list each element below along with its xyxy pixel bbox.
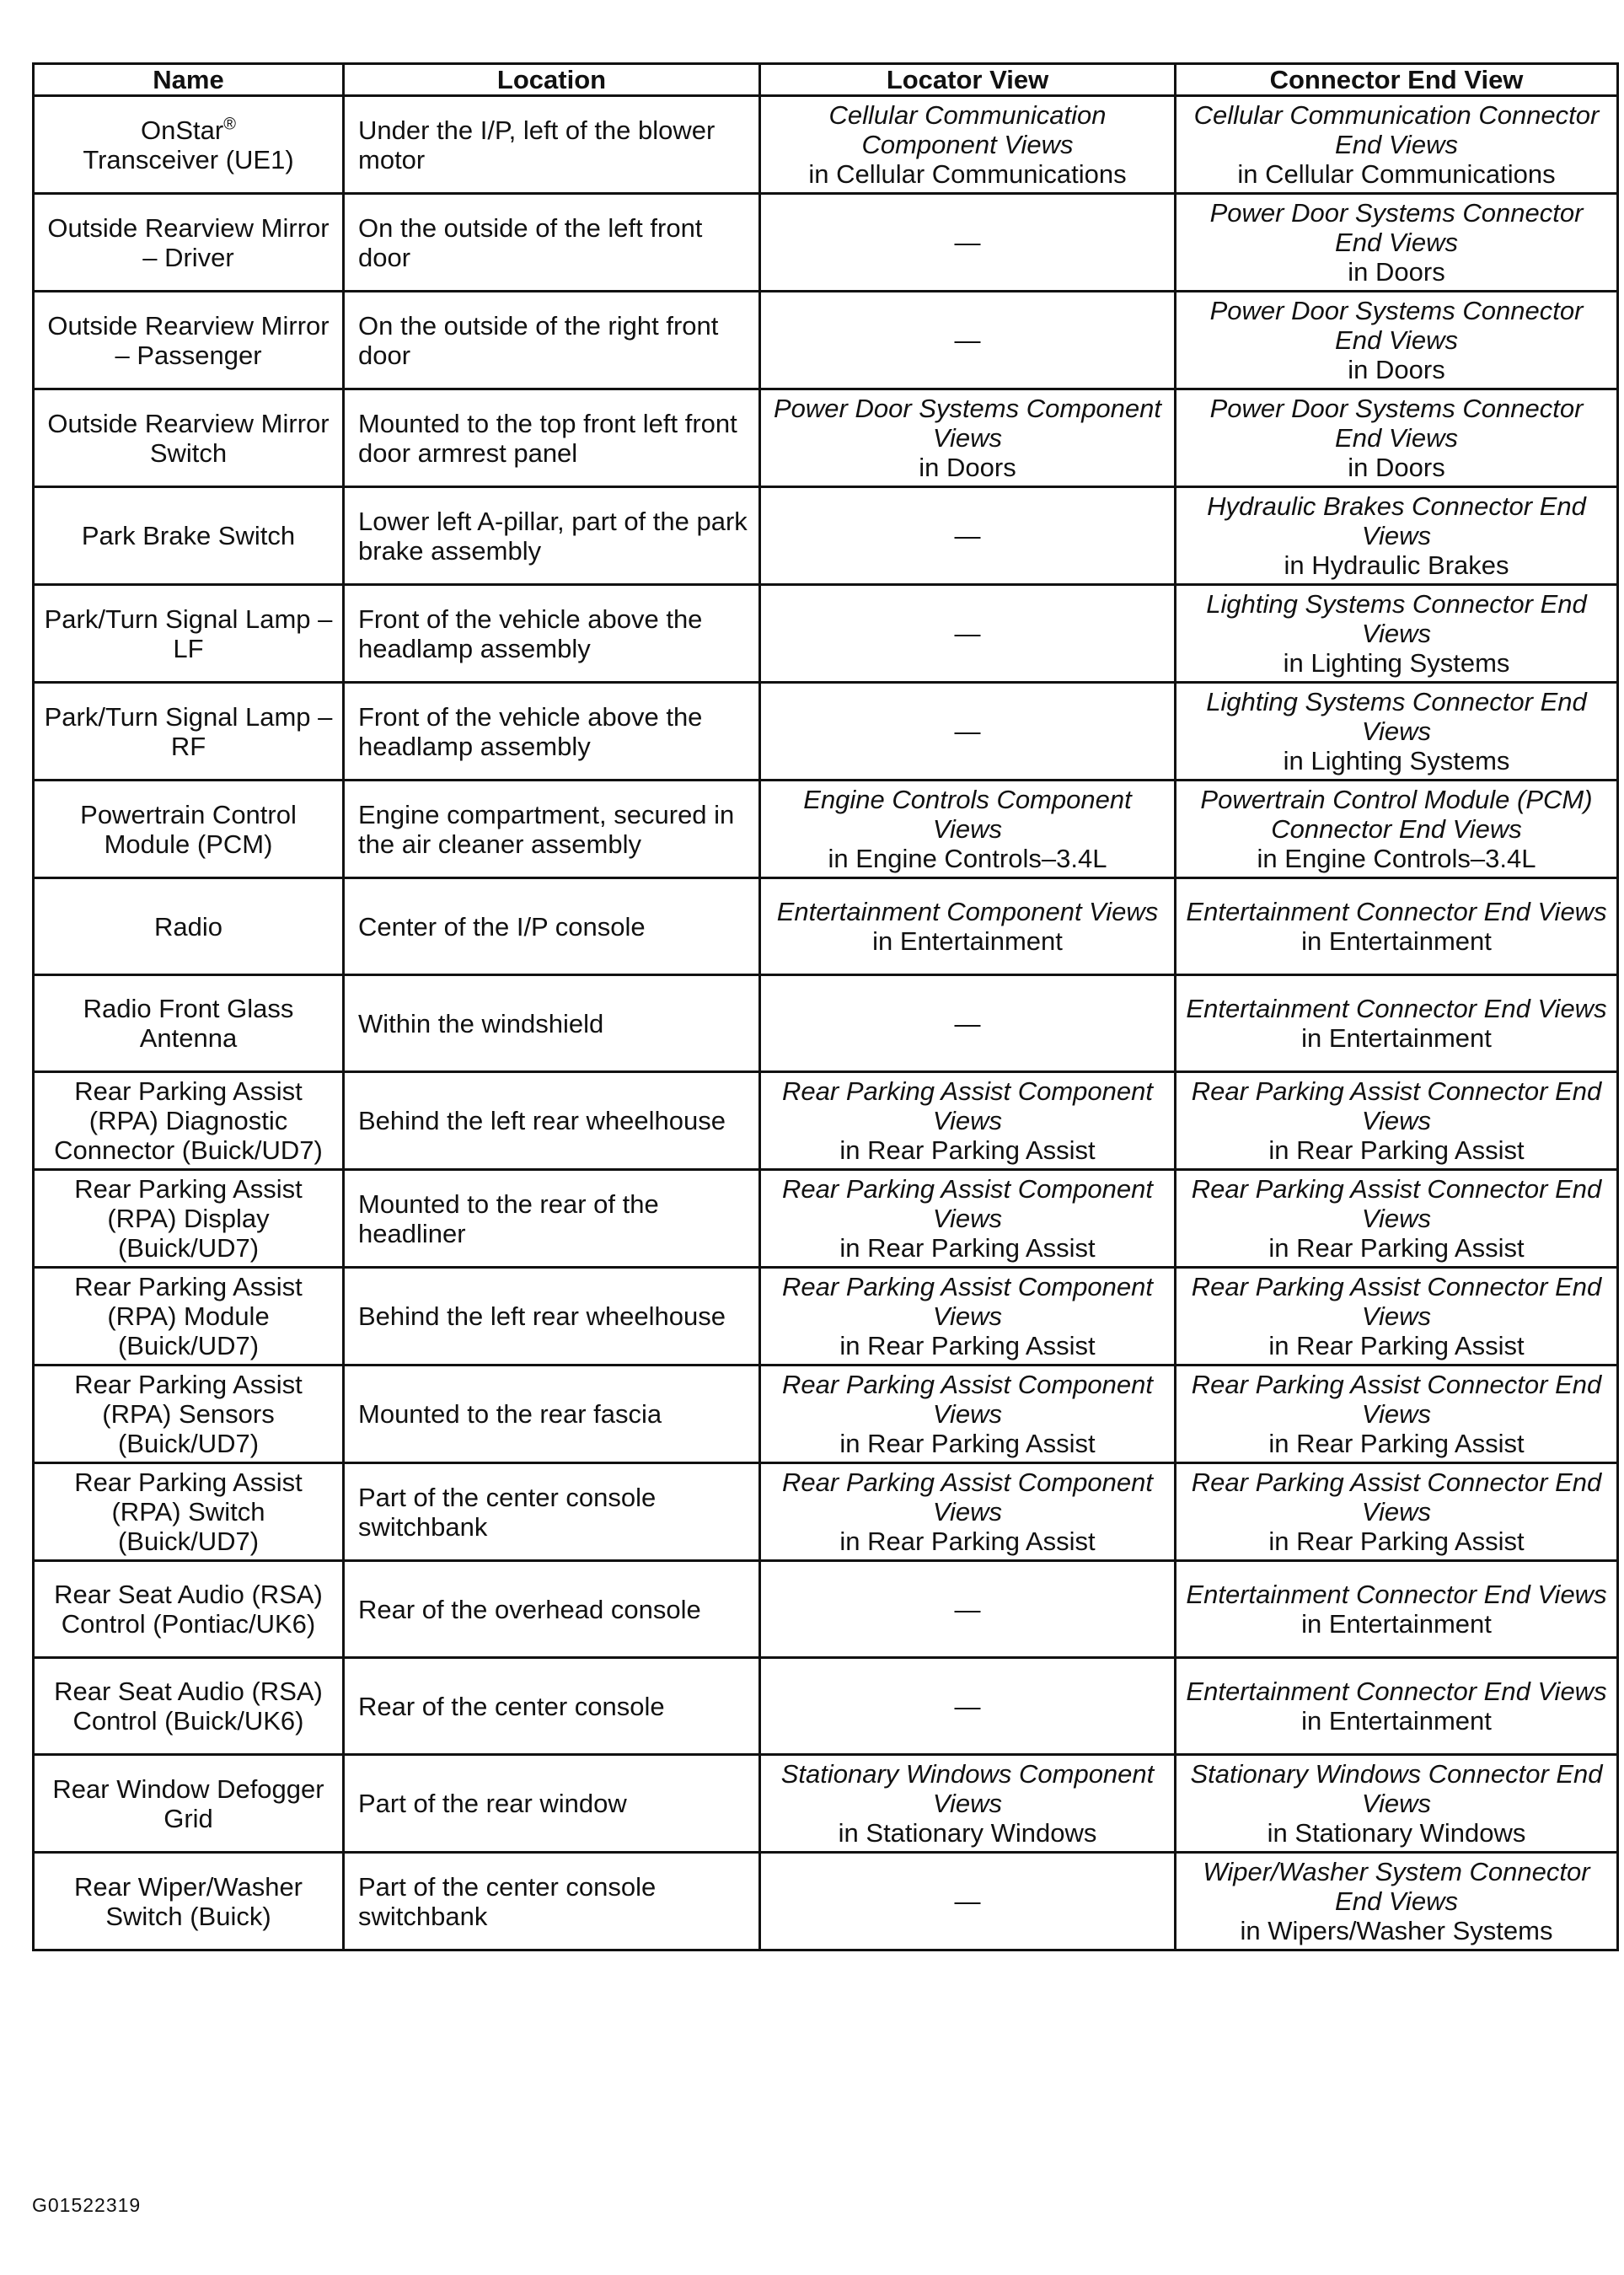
cell-locator-view (760, 1463, 1176, 1561)
name-text: Rear Parking Assist (RPA) Diagnostic Connector (Buick/UD7) (54, 1076, 323, 1165)
table-row (34, 1561, 1618, 1658)
table-header (34, 64, 1618, 96)
view-section: in Rear Parking Assist (1268, 1135, 1525, 1165)
view-title: Cellular Communication Component Views (828, 100, 1107, 159)
cell-connector-view (1176, 1463, 1618, 1561)
cell-locator-dash: — (760, 487, 1176, 585)
cell-name (34, 292, 344, 389)
header-locator-view: Locator View (760, 64, 1176, 96)
cell-location: Mounted to the top front left front door armrest panel (344, 389, 760, 487)
cell-location: Front of the vehicle above the headlamp assembly (344, 585, 760, 683)
cell-location: Rear of the overhead console (344, 1561, 760, 1658)
view-section: in Entertainment (872, 926, 1063, 956)
cell-locator-view (760, 1170, 1176, 1268)
view-title: Rear Parking Assist Component Views (782, 1174, 1153, 1233)
view-title: Powertrain Control Module (PCM) Connector End Views (1200, 785, 1593, 844)
cell-location: Part of the rear window (344, 1755, 760, 1853)
cell-locator-view (760, 1268, 1176, 1366)
name-text: Outside Rearview Mirror Switch (47, 408, 330, 468)
view-title: Engine Controls Component Views (803, 785, 1132, 844)
table-row (34, 1658, 1618, 1755)
view-section: in Engine Controls–3.4L (1257, 844, 1536, 873)
header-location: Location (344, 64, 760, 96)
view-title: Stationary Windows Component Views (780, 1759, 1155, 1818)
name-text: Radio (154, 911, 222, 942)
view-title: Stationary Windows Connector End Views (1190, 1759, 1603, 1818)
cell-location: Behind the left rear wheelhouse (344, 1268, 760, 1366)
view-title: Entertainment Connector End Views (1186, 1580, 1607, 1609)
cell-connector-view (1176, 194, 1618, 292)
cell-connector-view (1176, 1658, 1618, 1755)
view-section: in Rear Parking Assist (839, 1527, 1096, 1556)
cell-name (34, 878, 344, 975)
view-section: in Rear Parking Assist (1268, 1331, 1525, 1360)
table-row (34, 585, 1618, 683)
cell-location: On the outside of the right front door (344, 292, 760, 389)
name-text: Rear Seat Audio (RSA) Control (Pontiac/UK6) (54, 1580, 323, 1639)
cell-connector-view (1176, 878, 1618, 975)
name-text: Outside Rearview Mirror – Passenger (47, 310, 330, 370)
view-section: in Hydraulic Brakes (1284, 550, 1509, 580)
cell-location: Mounted to the rear of the headliner (344, 1170, 760, 1268)
table-row (34, 487, 1618, 585)
cell-name (34, 487, 344, 585)
view-section: in Stationary Windows (1267, 1818, 1526, 1848)
table-row (34, 781, 1618, 878)
cell-connector-view (1176, 1170, 1618, 1268)
cell-location: Under the I/P, left of the blower motor (344, 96, 760, 194)
cell-connector-view (1176, 1755, 1618, 1853)
view-section: in Rear Parking Assist (1268, 1527, 1525, 1556)
cell-location: Mounted to the rear fascia (344, 1366, 760, 1463)
table-row (34, 194, 1618, 292)
cell-connector-view (1176, 781, 1618, 878)
name-text: Park Brake Switch (81, 521, 296, 550)
view-title: Rear Parking Assist Connector End Views (1191, 1076, 1602, 1135)
view-section: in Doors (919, 453, 1016, 482)
cell-location: Part of the center console switchbank (344, 1853, 760, 1950)
cell-connector-view (1176, 292, 1618, 389)
name-text: Rear Window Defogger Grid (52, 1773, 324, 1833)
view-section: in Rear Parking Assist (839, 1233, 1096, 1263)
name-text: Rear Wiper/Washer Switch (Buick) (73, 1871, 303, 1931)
cell-locator-dash: — (760, 975, 1176, 1072)
cell-connector-view (1176, 96, 1618, 194)
table-row (34, 292, 1618, 389)
name-text: OnStar (141, 115, 224, 145)
cell-connector-view (1176, 1268, 1618, 1366)
view-title: Entertainment Connector End Views (1186, 1677, 1607, 1706)
cell-location: Rear of the center console (344, 1658, 760, 1755)
view-title: Power Door Systems Connector End Views (1209, 394, 1584, 453)
name-text: Park/Turn Signal Lamp – RF (44, 701, 333, 761)
cell-name (34, 1463, 344, 1561)
table-row (34, 878, 1618, 975)
cell-name (34, 1658, 344, 1755)
view-section: in Wipers/Washer Systems (1240, 1916, 1553, 1945)
cell-locator-view (760, 878, 1176, 975)
cell-locator-dash: — (760, 1853, 1176, 1950)
view-section: in Rear Parking Assist (1268, 1233, 1525, 1263)
cell-location: Engine compartment, secured in the air cleaner assembly (344, 781, 760, 878)
view-title: Power Door Systems Component Views (773, 394, 1162, 453)
cell-location: Within the windshield (344, 975, 760, 1072)
cell-locator-view (760, 96, 1176, 194)
view-section: in Doors (1348, 355, 1445, 384)
name-text: Park/Turn Signal Lamp – LF (44, 604, 333, 663)
view-title: Cellular Communication Connector End Views (1193, 100, 1600, 159)
table-row (34, 389, 1618, 487)
table-body (34, 96, 1618, 1950)
cell-name (34, 1072, 344, 1170)
cell-locator-view (760, 1072, 1176, 1170)
table-row (34, 1755, 1618, 1853)
cell-location: On the outside of the left front door (344, 194, 760, 292)
name-text: Rear Seat Audio (RSA) Control (Buick/UK6) (54, 1677, 323, 1736)
cell-connector-view (1176, 1561, 1618, 1658)
cell-locator-dash: — (760, 585, 1176, 683)
view-title: Rear Parking Assist Component Views (782, 1076, 1153, 1135)
cell-location: Behind the left rear wheelhouse (344, 1072, 760, 1170)
view-section: in Doors (1348, 453, 1445, 482)
view-title: Wiper/Washer System Connector End Views (1203, 1857, 1590, 1916)
view-section: in Rear Parking Assist (839, 1135, 1096, 1165)
name-text: Transceiver (UE1) (83, 144, 294, 174)
table-row (34, 1366, 1618, 1463)
cell-connector-view (1176, 683, 1618, 781)
cell-name (34, 585, 344, 683)
table-row (34, 1268, 1618, 1366)
view-section: in Lighting Systems (1283, 746, 1510, 775)
view-title: Rear Parking Assist Component Views (782, 1272, 1153, 1331)
header-row (34, 64, 1618, 96)
cell-name (34, 96, 344, 194)
view-title: Entertainment Connector End Views (1186, 994, 1607, 1023)
cell-name (34, 1755, 344, 1853)
view-section: in Entertainment (1301, 1706, 1492, 1736)
cell-location: Lower left A-pillar, part of the park brake assembly (344, 487, 760, 585)
cell-locator-view (760, 1366, 1176, 1463)
table-row (34, 683, 1618, 781)
cell-connector-view (1176, 585, 1618, 683)
header-connector-end-view: Connector End View (1176, 64, 1618, 96)
cell-connector-view (1176, 1853, 1618, 1950)
cell-name (34, 781, 344, 878)
table-row (34, 1170, 1618, 1268)
view-title: Rear Parking Assist Connector End Views (1191, 1467, 1602, 1527)
cell-name (34, 683, 344, 781)
cell-locator-dash: — (760, 683, 1176, 781)
table-row (34, 1463, 1618, 1561)
view-title: Entertainment Connector End Views (1186, 897, 1607, 926)
view-title: Lighting Systems Connector End Views (1206, 589, 1587, 648)
name-text: Outside Rearview Mirror – Driver (47, 212, 330, 272)
view-title: Rear Parking Assist Connector End Views (1191, 1272, 1602, 1331)
view-section: in Cellular Communications (1237, 159, 1556, 189)
name-text: Rear Parking Assist (RPA) Module (Buick/UD7) (74, 1272, 303, 1360)
table-row (34, 975, 1618, 1072)
cell-connector-view (1176, 487, 1618, 585)
name-text: Powertrain Control Module (PCM) (80, 799, 297, 859)
view-section: in Doors (1348, 257, 1445, 287)
cell-connector-view (1176, 1072, 1618, 1170)
table-row (34, 96, 1618, 194)
cell-location: Center of the I/P console (344, 878, 760, 975)
view-section: in Rear Parking Assist (839, 1429, 1096, 1458)
cell-name (34, 389, 344, 487)
view-title: Hydraulic Brakes Connector End Views (1207, 491, 1586, 550)
cell-locator-dash: — (760, 292, 1176, 389)
table-row (34, 1853, 1618, 1950)
view-section: in Entertainment (1301, 926, 1492, 956)
cell-connector-view (1176, 389, 1618, 487)
cell-locator-dash: — (760, 1658, 1176, 1755)
name-text: Rear Parking Assist (RPA) Sensors (Buick/UD7) (74, 1370, 303, 1458)
view-section: in Cellular Communications (808, 159, 1127, 189)
cell-name (34, 1170, 344, 1268)
name-text: Rear Parking Assist (RPA) Display (Buick/UD7) (74, 1174, 303, 1263)
view-title: Lighting Systems Connector End Views (1206, 687, 1587, 746)
cell-locator-view (760, 1755, 1176, 1853)
header-name: Name (34, 64, 344, 96)
view-section: in Entertainment (1301, 1023, 1492, 1053)
cell-name (34, 1366, 344, 1463)
view-section: in Rear Parking Assist (839, 1331, 1096, 1360)
view-title: Power Door Systems Connector End Views (1209, 296, 1584, 355)
cell-locator-view (760, 781, 1176, 878)
cell-location: Front of the vehicle above the headlamp assembly (344, 683, 760, 781)
view-section: in Engine Controls–3.4L (828, 844, 1107, 873)
view-title: Rear Parking Assist Connector End Views (1191, 1370, 1602, 1429)
cell-locator-view (760, 389, 1176, 487)
view-title: Rear Parking Assist Component Views (782, 1467, 1153, 1527)
view-title: Entertainment Component Views (776, 897, 1159, 926)
cell-name (34, 1853, 344, 1950)
view-section: in Lighting Systems (1283, 648, 1510, 678)
view-section: in Stationary Windows (838, 1818, 1097, 1848)
view-title: Rear Parking Assist Connector End Views (1191, 1174, 1602, 1233)
view-title: Rear Parking Assist Component Views (782, 1370, 1153, 1429)
cell-connector-view (1176, 975, 1618, 1072)
cell-locator-dash: — (760, 1561, 1176, 1658)
name-text: Radio Front Glass Antenna (83, 994, 294, 1053)
table-row (34, 1072, 1618, 1170)
registered-mark: ® (223, 115, 236, 134)
view-section: in Rear Parking Assist (1268, 1429, 1525, 1458)
figure-id: G01522319 (32, 2194, 142, 2216)
cell-connector-view (1176, 1366, 1618, 1463)
component-locator-table (32, 62, 1619, 1951)
cell-name (34, 975, 344, 1072)
cell-locator-dash: — (760, 194, 1176, 292)
name-text: Rear Parking Assist (RPA) Switch (Buick/UD7) (74, 1467, 303, 1556)
cell-name (34, 1268, 344, 1366)
cell-location: Part of the center console switchbank (344, 1463, 760, 1561)
view-section: in Entertainment (1301, 1609, 1492, 1639)
cell-name (34, 1561, 344, 1658)
view-title: Power Door Systems Connector End Views (1209, 198, 1584, 257)
cell-name (34, 194, 344, 292)
